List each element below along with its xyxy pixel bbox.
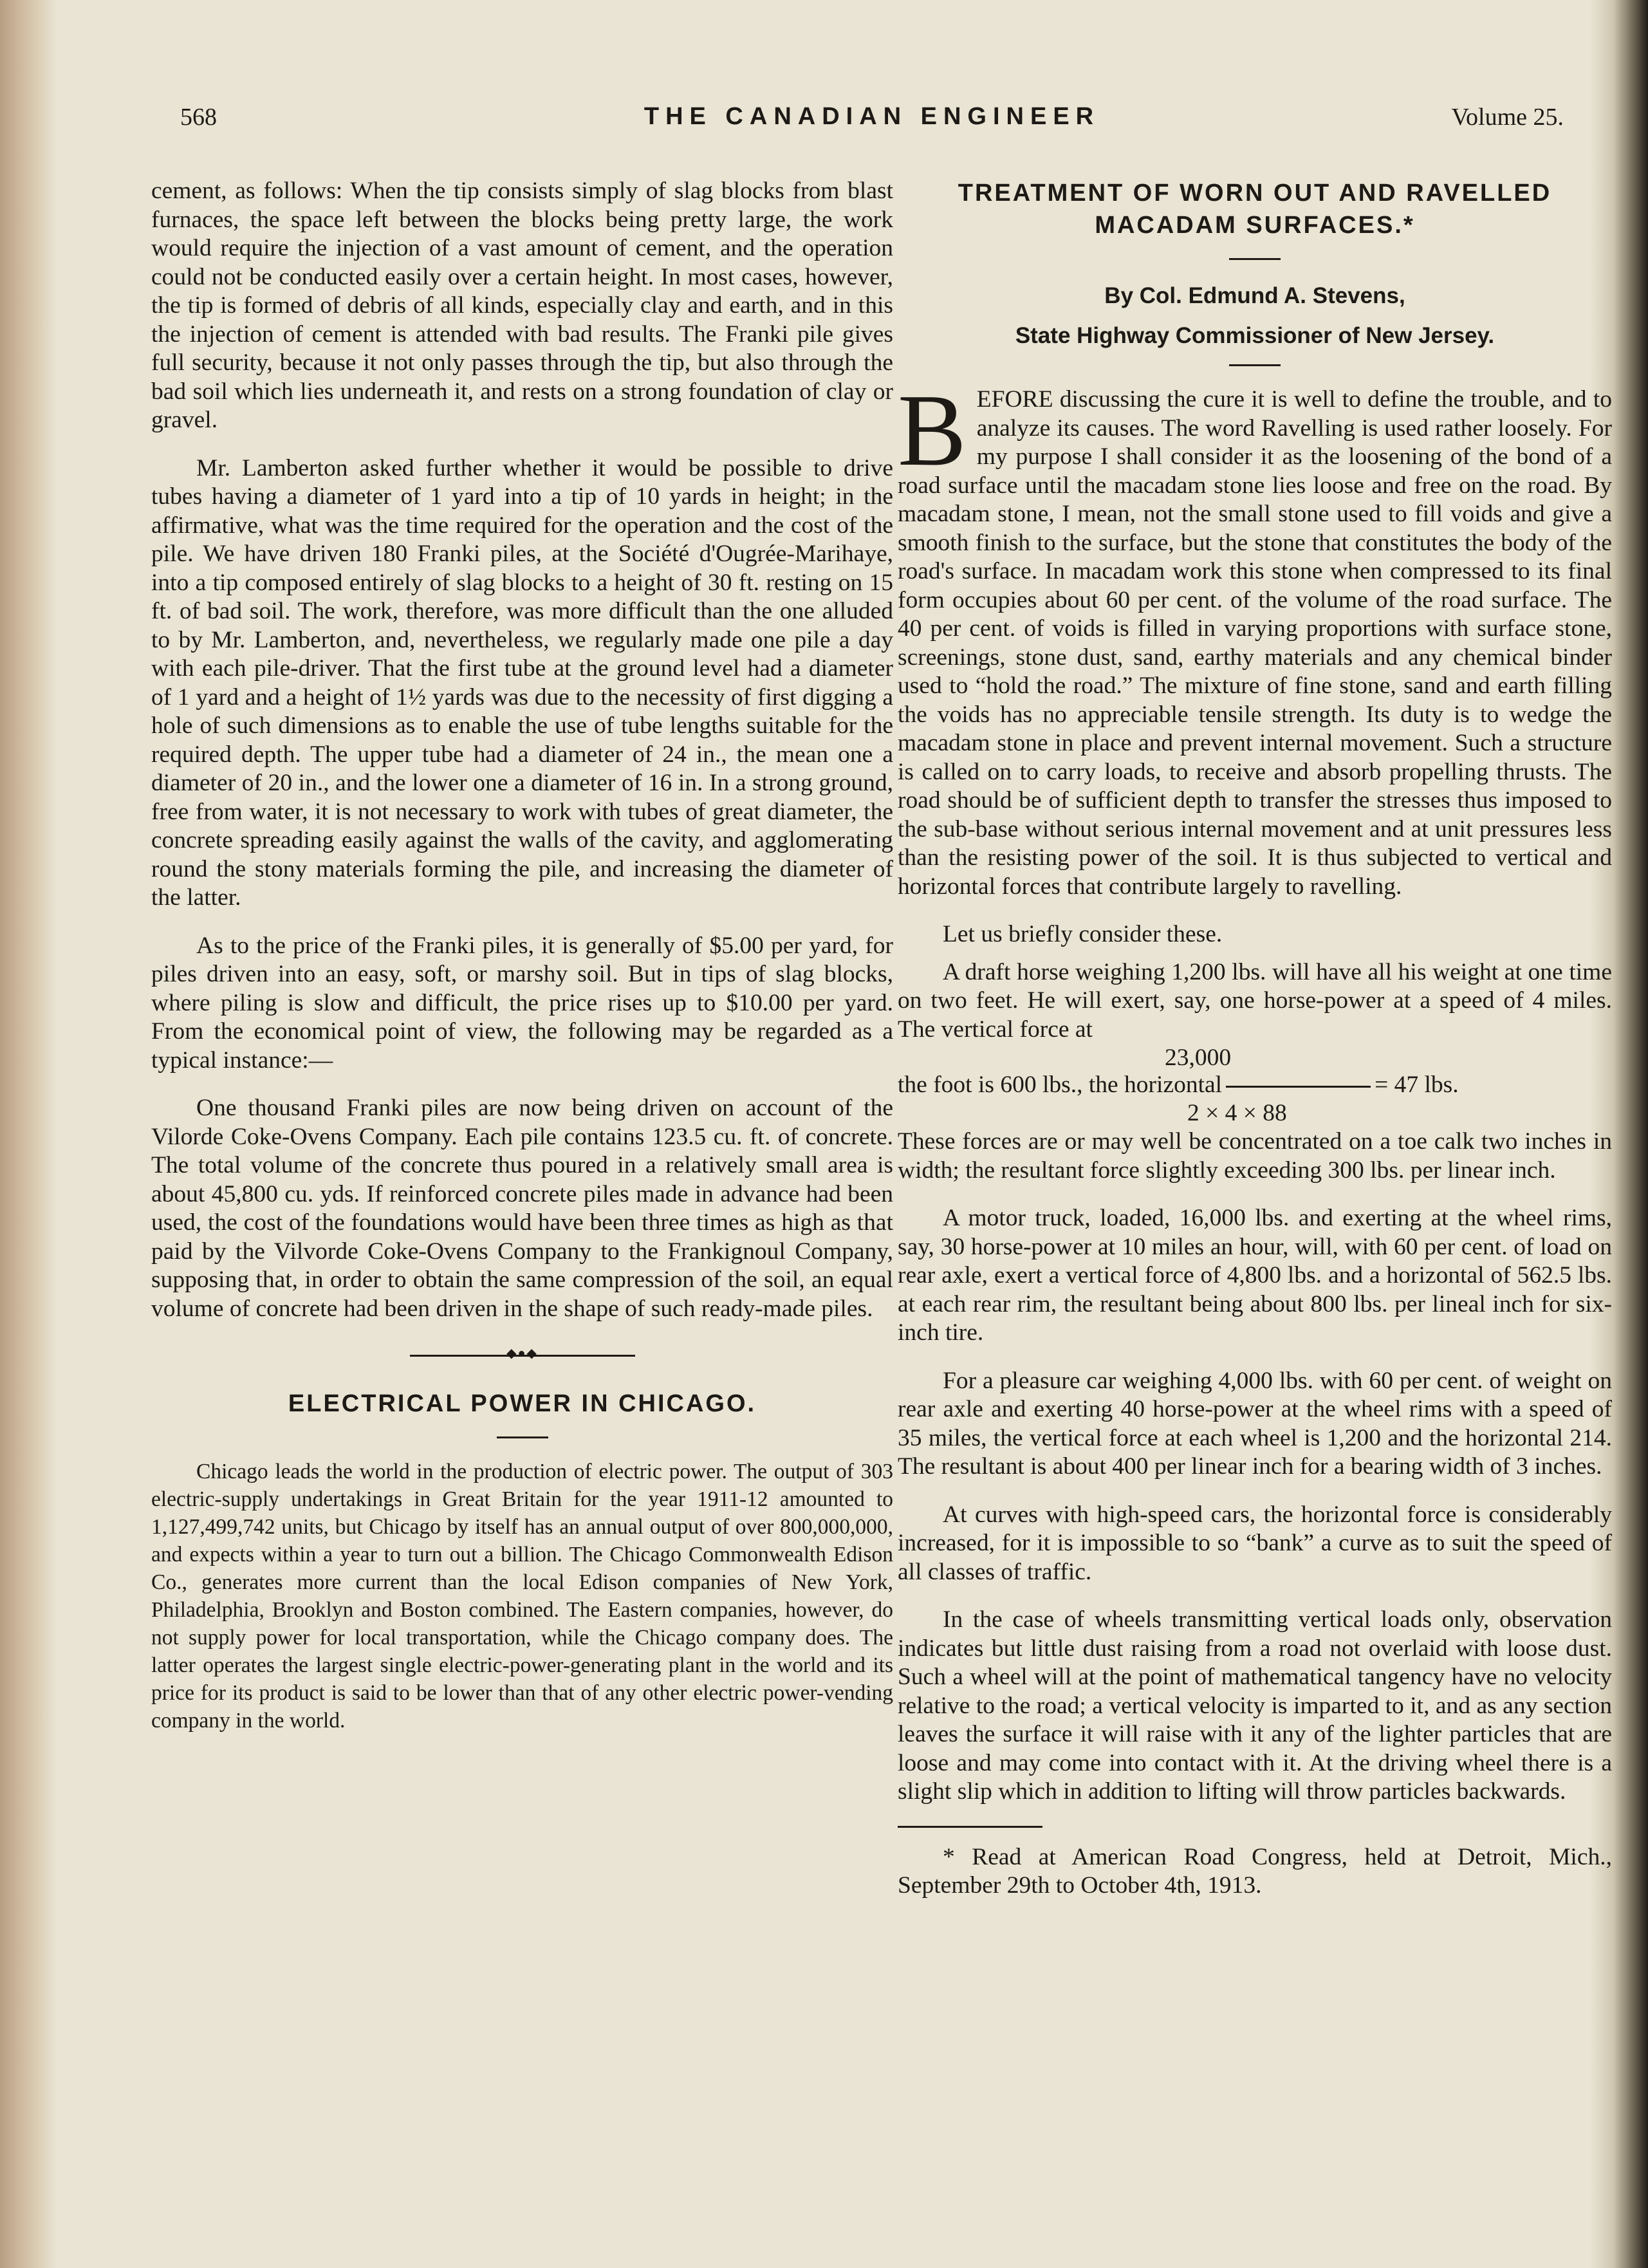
- article-title-line-2: MACADAM SURFACES.*: [1095, 212, 1415, 239]
- intro-text: EFORE discussing the cure it is well to define the trouble, and to analyze its causes. The word Ravelling is used rather loosely. For my purpose I shall consider it as the loosening of the bond of a road surface until the macadam stone lies loose and free on the road. By macadam stone, I mean, not the small stone used to fill voids and give a smooth finish to the surface, but the stone that constitutes the body of the road's surface. In macadam work this stone when compressed to its final form occupies about 60 per cent. of the volume of the road surface. The 40 per cent. of voids is filled in varying proportions with surface stone, screenings, stone dust, sand, earthy materials and any chemical binder used to “hold the road.” The mixture of fine stone, sand and earth filling the voids has no appreciable tensile strength. Its duty is to wedge the macadam stone in place and prevent internal movement. Such a structure is called on to carry loads, to receive and absorb propelling thrusts. The road should be of sufficient depth to transfer the stresses thus imposed to the sub-base without serious internal movement and at unit pressures less than the resisting power of the soil. It is thus subjected to vertical and horizontal forces that contribute largely to ravelling.: [898, 386, 1612, 900]
- paragraph: As to the price of the Franki piles, it is generally of $5.00 per yard, for piles driven into an easy, soft, or marshy soil. But in tips of slag blocks, where piling is slow and difficult, the price rises up to $10.00 per yard. From the economical point of view, the following may be regarded as a typical instance:—: [151, 932, 893, 1074]
- fraction-bar: [1226, 1086, 1371, 1088]
- volume-label: Volume 25.: [1451, 104, 1564, 131]
- paragraph: In the case of wheels transmitting vertical loads only, observation indicates but little dust raising from a road not overlaid with loose dust. Such a wheel will at the point of mathematical tangency have no velocity relative to the road; a vertical velocity is imparted to it, and as any section leaves the surface it will raise with it any of the lighter particles that are loose and may come into contact with it. At the driving wheel there is a slight slip which in addition to lifting will throw particles backwards.: [898, 1606, 1612, 1805]
- left-column: [151, 177, 893, 1754]
- journal-title: THE CANADIAN ENGINEER: [643, 103, 1100, 130]
- horizontal-force-formula: [898, 1044, 1612, 1128]
- title-rule: [1229, 258, 1281, 260]
- paragraph: For a pleasure car weighing 4,000 lbs. with 60 per cent. of weight on rear axle and exerting 40 horse-power at the wheel rims with a speed of 35 miles, the vertical force at each wheel is 1,200 and the horizontal 214. The resultant is about 400 per linear inch for a bearing width of 3 inches.: [898, 1367, 1612, 1480]
- journal-page: [58, 0, 1612, 2268]
- byline-rule: [1229, 364, 1281, 366]
- formula-result: = 47 lbs.: [1375, 1072, 1459, 1098]
- footnote: * Read at American Road Congress, held at Detroit, Mich., September 29th to October 4th, 1913.: [898, 1843, 1612, 1899]
- article-title-electrical-power: ELECTRICAL POWER IN CHICAGO.: [288, 1390, 757, 1417]
- paragraph: At curves with high-speed cars, the horizontal force is considerably increased, for it is impossible to so “bank” a curve as to suit the speed of all classes of traffic.: [898, 1501, 1612, 1585]
- paragraph: These forces are or may well be concentrated on a toe calk two inches in width; the resultant force slightly exceeding 300 lbs. per linear inch.: [898, 1128, 1612, 1184]
- author-position: State Highway Commissioner of New Jersey.: [1015, 323, 1495, 348]
- section-ornament: ◆●◆: [410, 1349, 635, 1362]
- paragraph: One thousand Franki piles are now being driven on account of the Vilorde Coke-Ovens Company. Each pile contains 123.5 cu. ft. of concrete. The total volume of the concrete thus poured in a relatively small area is about 45,800 cu. yds. If reinforced concrete piles made in advance had been used, the cost of the foundations would have been three times as high as that paid by the Vilvorde Coke-Ovens Company to the Frankignoul Company, supposing that, in order to obtain the same compression of the soil, an equal volume of concrete had been driven in the shape of such ready-made piles.: [151, 1095, 893, 1322]
- paragraph: Let us briefly consider these.: [943, 921, 1223, 947]
- book-gutter-left: [0, 0, 57, 2268]
- drop-cap: B: [898, 373, 967, 487]
- article-title-line-1: TREATMENT OF WORN OUT AND RAVELLED: [958, 180, 1552, 207]
- formula-denominator: 2 × 4 × 88: [1187, 1100, 1287, 1126]
- author-byline: By Col. Edmund A. Stevens,: [1104, 283, 1405, 308]
- page-number: 568: [180, 104, 217, 131]
- paragraph: Mr. Lamberton asked further whether it would be possible to drive tubes having a diameter of 1 yard into a tip of 10 yards in height; in the affirmative, what was the time required for the operation and the cost of the pile. We have driven 180 Franki piles, at the Société d'Ougrée-Marihaye, into a tip composed entirely of slag blocks to a height of 30 ft. resting on 15 ft. of bad soil. The work, therefore, was more difficult than the one alluded to by Mr. Lamberton, and, nevertheless, we regularly made one pile a day with each pile-driver. That the first tube at the ground level had a diameter of 1 yard and a height of 1½ yards was due to the necessity of first digging a hole of such dimensions as to enable the use of tube lengths suitable for the required depth. The upper tube had a diameter of 24 in., the mean one a diameter of 20 in., and the lower one a diameter of 16 in. In a strong ground, free from water, it is not necessary to work with tubes of great diameter, the concrete spreading easily against the walls of the cavity, and agglomerating round the stony materials forming the pile, and increasing the diameter of the latter.: [151, 454, 893, 911]
- paragraph: Chicago leads the world in the production of electric power. The output of 303 electric-supply undertakings in Great Britain for the year 1911-12 amounted to 1,127,499,742 units, but Chicago by itself has an annual output of over 800,000,000, and expects within a year to turn out a billion. The Chicago Commonwealth Edison Co., generates more current than the local Edison companies of New York, Philadelphia, Brooklyn and Boston combined. The Eastern companies, however, do not supply power for local transportation, while the Chicago company does. The latter operates the largest single electric-power-generating plant in the world and its price for its product is said to be lower than that of any other electric power-vending company in the world.: [151, 1460, 893, 1733]
- formula-lead-text: the foot is 600 lbs., the horizontal: [898, 1072, 1223, 1098]
- title-rule: [497, 1436, 548, 1438]
- paragraph: A draft horse weighing 1,200 lbs. will have all his weight at one time on two feet. He will exert, say, one horse-power at a speed of 4 miles. The vertical force at: [898, 958, 1612, 1043]
- formula-numerator: 23,000: [1165, 1045, 1232, 1071]
- paragraph: A motor truck, loaded, 16,000 lbs. and exerting at the wheel rims, say, 30 horse-power at 10 miles an hour, will, with 60 per cent. of load on rear axle, exert a vertical force of 4,800 lbs. and a horizontal of 562.5 lbs. at each rear rim, the resultant being about 800 lbs. per lineal inch for six-inch tire.: [898, 1205, 1612, 1346]
- paragraph: cement, as follows: When the tip consists simply of slag blocks from blast furnaces, the space left between the blocks being pretty large, the work would require the injection of a vast amount of cement, and the operation could not be conducted easily over a certain height. In most cases, however, the tip is formed of debris of all kinds, especially clay and earth, and in this the injection of cement is attended with bad results. The Franki pile gives full security, because it not only passes through the tip, but also through the bad soil which lies underneath it, and rests on a strong foundation of clay or gravel.: [151, 178, 893, 433]
- right-column: [898, 177, 1612, 1920]
- running-header: [180, 103, 1564, 142]
- intro-paragraph: [898, 373, 1612, 901]
- footnote-rule: [898, 1826, 1042, 1828]
